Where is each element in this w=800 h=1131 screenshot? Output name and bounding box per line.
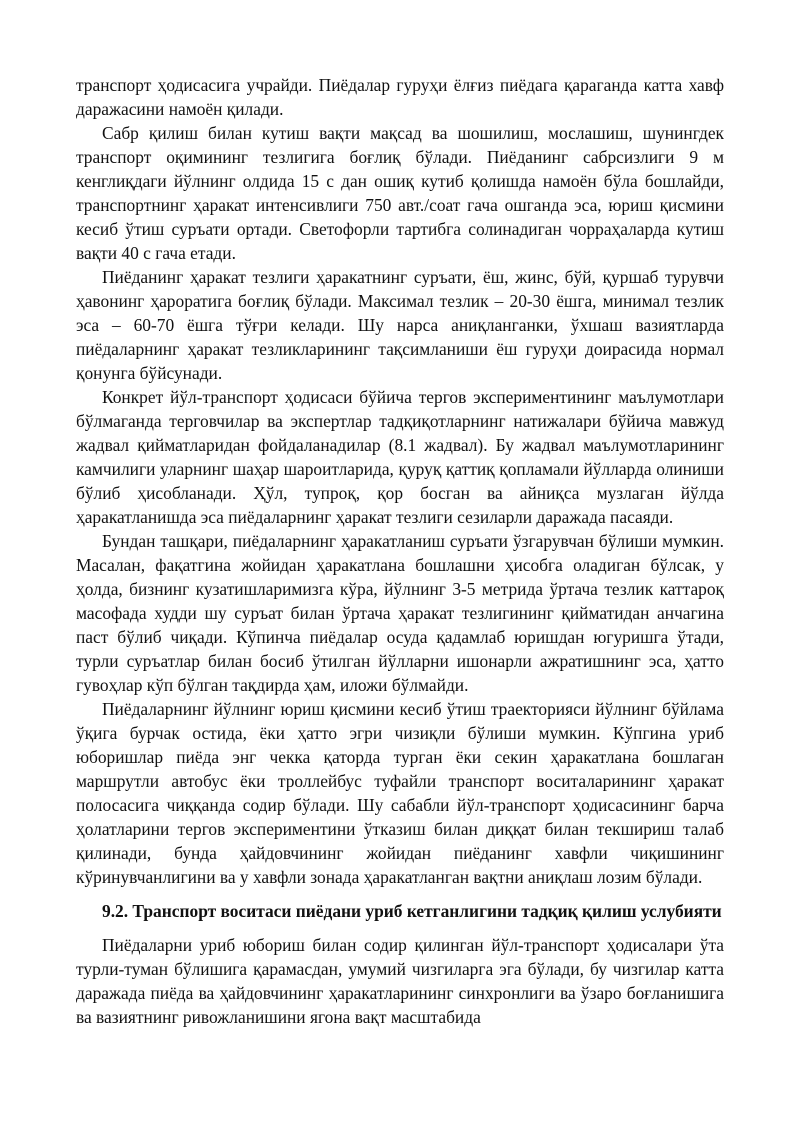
paragraph-trajectory: Пиёдаларнинг йўлнинг юриш қисмини кесиб ўтиш траекторияси йўлнинг бўйлама ўқига бурчак остида, ёки ҳатто эгри чизиқли бўлиши мумкин. Кўпгина уриб юборишлар пиёда энг чекка қаторда турган ёки секин ҳаракатлана бошлаган маршрутли автобус ёки троллейбус туфайли транспорт воситаларининг ҳаракат полосасига чиққанда содир бўлади. Шу сабабли йўл-транспорт ҳодисасининг барча ҳолатларини тергов экспериментини ўтказиш билан диққат билан текшириш талаб қилинади, бунда ҳайдовчининг жойидан пиёданинг хавфли чиқишининг кўринувчанлигини ва у хавфли зонада ҳаракатланган вақтни аниқлаш лозим бўлади.	[76, 699, 724, 887]
paragraph-section-intro: Пиёдаларни уриб юбориш билан содир қилинган йўл-транспорт ҳодисалари ўта турли-туман бўлишига қарамасдан, умумий чизгиларга эга бўлади, бу чизгилар катта даражада пиёда ва ҳайдовчининг ҳаракатларининг синхронлиги ва ўзаро боғланишига ва вазиятнинг ривожланишини ягона вақт масштабида	[76, 935, 724, 1027]
paragraph-waiting-time: Сабр қилиш билан кутиш вақти мақсад ва шошилиш, мослашиш, шунингдек транспорт оқимининг тезлигига боғлиқ бўлади. Пиёданинг сабрсизлиги 9 м кенглиқдаги йўлнинг олдида 15 с дан ошиқ кутиб қолишда намоён бўла бошлайди, транспортнинг ҳаракат интенсивлиги 750 авт./соат гача ошганда эса, юриш қисмини кесиб ўтиш суръати ортади. Светофорли тартибга солинадиган чорраҳаларда кутиш вақти 40 с гача етади.	[76, 123, 724, 263]
section-heading: 9.2. Транспорт воситаси пиёдани уриб кетганлигини тадқиқ қилиш услубияти	[102, 901, 722, 921]
paragraph-pedestrian-speed: Пиёданинг ҳаракат тезлиги ҳаракатнинг суръати, ёш, жинс, бўй, қуршаб турувчи ҳавонинг ҳароратига боғлиқ бўлади. Максимал тезлик – 20-30 ёшга, минимал тезлик эса – 60-70 ёшга тўғри келади. Шу нарса аниқланганки, ўхшаш вазиятларда пиёдаларнинг ҳаракат тезликларининг тақсимланиши ёш гуруҳи доирасида нормал қонунга бўйсунади.	[76, 267, 724, 383]
paragraph-table-values: Конкрет йўл-транспорт ҳодисаси бўйича тергов экспериментининг маълумотлари бўлмаганда терговчилар ва экспертлар тадқиқотларнинг натижалари бўйича мавжуд жадвал қийматларидан фойдаланадилар (8.1 жадвал). Бу жадвал маълумотларининг камчилиги уларнинг шаҳар шароитларида, қуруқ қаттиқ қопламали йўлларда олиниши бўлиб ҳисобланади. Ҳўл, тупроқ, қор босган ва айниқса музлаган йўлда ҳаракатланишда эса пиёдаларнинг ҳаракат тезлиги сезиларли даражада пасаяди.	[76, 387, 724, 527]
paragraph-continuation: транспорт ҳодисасига учрайди. Пиёдалар гуруҳи ёлғиз пиёдага қараганда катта хавф даражасини намоён қилади.	[76, 75, 724, 119]
paragraph-speed-variability: Бундан ташқари, пиёдаларнинг ҳаракатланиш суръати ўзгарувчан бўлиши мумкин. Масалан, фақатгина жойидан ҳаракатлана бошлашни ҳисобга оладиган бўлсак, у ҳолда, бизнинг кузатишларимизга кўра, йўлнинг 3-5 метрида ўртача тезлик каттароқ масофада худди шу суръат билан ўртача ҳаракат тезлигининг қийматидан анчагина паст бўлиб чиқади. Кўпинча пиёдалар осуда қадамлаб юришдан югуришга ўтади, турли суръатлар билан босиб ўтилган йўлларни ишонарли ажратишнинг эса, ҳатто гувоҳлар кўп бўлган тақдирда ҳам, иложи бўлмайди.	[76, 531, 724, 695]
